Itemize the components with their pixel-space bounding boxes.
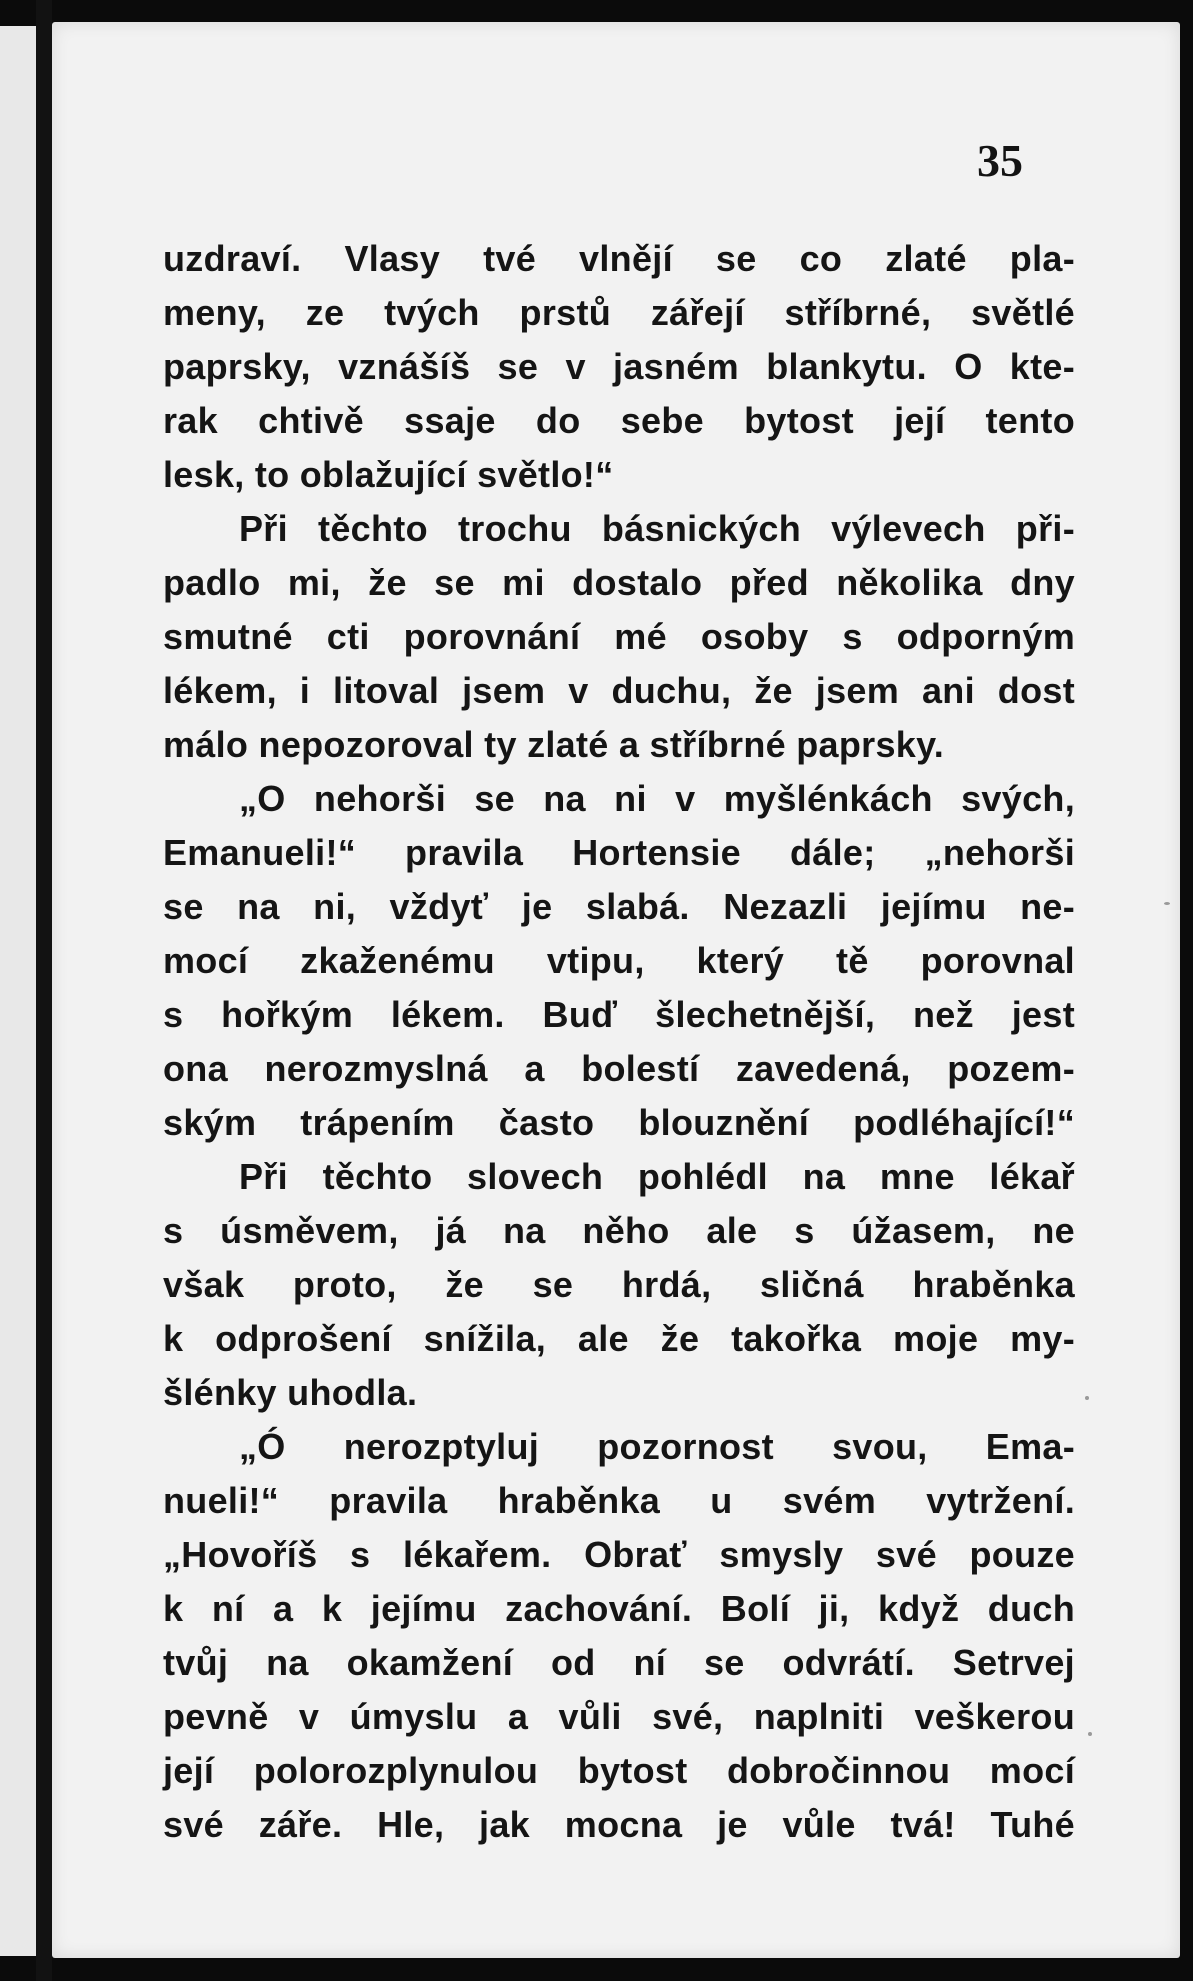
text-line: tvůj na okamžení od ní se odvrátí. Setrvej xyxy=(163,1642,1075,1683)
text-line: padlo mi, že se mi dostalo před několika dny xyxy=(163,562,1075,603)
text-line: se na ni, vždyť je slabá. Nezazli jejímu ne- xyxy=(163,886,1075,927)
text-line: ským trápením často blouznění podléhající!“ xyxy=(163,1102,1075,1143)
text-line: uzdraví. Vlasy tvé vlnějí se co zlaté pla- xyxy=(163,238,1075,279)
text-line: Při těchto slovech pohlédl na mne lékař xyxy=(239,1156,1075,1197)
text-line: své záře. Hle, jak mocna je vůle tvá! Tuhé xyxy=(163,1804,1075,1845)
book-page xyxy=(52,22,1180,1958)
page-body-text xyxy=(163,232,1075,1852)
paper-speck xyxy=(1085,1396,1089,1400)
text-line: Při těchto trochu básnických výlevech při- xyxy=(239,508,1075,549)
text-line: „Hovoříš s lékařem. Obrať smysly své pouze xyxy=(163,1534,1075,1575)
text-line: pevně v úmyslu a vůli své, naplniti veškerou xyxy=(163,1696,1075,1737)
text-line: smutné cti porovnání mé osoby s odporným xyxy=(163,616,1075,657)
text-line: s hořkým lékem. Buď šlechetnější, než jest xyxy=(163,994,1075,1035)
text-line: lékem, i litoval jsem v duchu, že jsem ani dost xyxy=(163,670,1075,711)
book-gutter xyxy=(36,0,52,1981)
text-line: její polorozplynulou bytost dobročinnou mocí xyxy=(163,1750,1075,1791)
text-line: „O nehorši se na ni v myšlénkách svých, xyxy=(239,778,1075,819)
text-line: Emanueli!“ pravila Hortensie dále; „nehorši xyxy=(163,832,1075,873)
text-line: lesk, to oblažující světlo!“ xyxy=(163,454,614,495)
text-line: nueli!“ pravila hraběnka u svém vytržení. xyxy=(163,1480,1075,1521)
text-line: k ní a k jejímu zachování. Bolí ji, když duch xyxy=(163,1588,1075,1629)
left-page-edge xyxy=(0,26,36,1956)
text-line: rak chtivě ssaje do sebe bytost její tento xyxy=(163,400,1075,441)
paper-speck xyxy=(1088,1732,1092,1736)
text-line: mocí zkaženému vtipu, který tě porovnal xyxy=(163,940,1075,981)
text-line: ona nerozmyslná a bolestí zavedená, pozem- xyxy=(163,1048,1075,1089)
paper-speck xyxy=(1164,902,1170,905)
text-line: však proto, že se hrdá, sličná hraběnka xyxy=(163,1264,1075,1305)
text-line: s úsměvem, já na něho ale s úžasem, ne xyxy=(163,1210,1075,1251)
text-line: meny, ze tvých prstů zářejí stříbrné, světlé xyxy=(163,292,1075,333)
text-line: „Ó nerozptyluj pozornost svou, Ema- xyxy=(239,1426,1075,1467)
text-line: málo nepozoroval ty zlaté a stříbrné paprsky. xyxy=(163,724,945,765)
text-line: paprsky, vznášíš se v jasném blankytu. O kte- xyxy=(163,346,1075,387)
page-number: 35 xyxy=(977,135,1023,186)
text-line: šlénky uhodla. xyxy=(163,1372,418,1413)
text-line: k odprošení snížila, ale že takořka moje my- xyxy=(163,1318,1075,1359)
